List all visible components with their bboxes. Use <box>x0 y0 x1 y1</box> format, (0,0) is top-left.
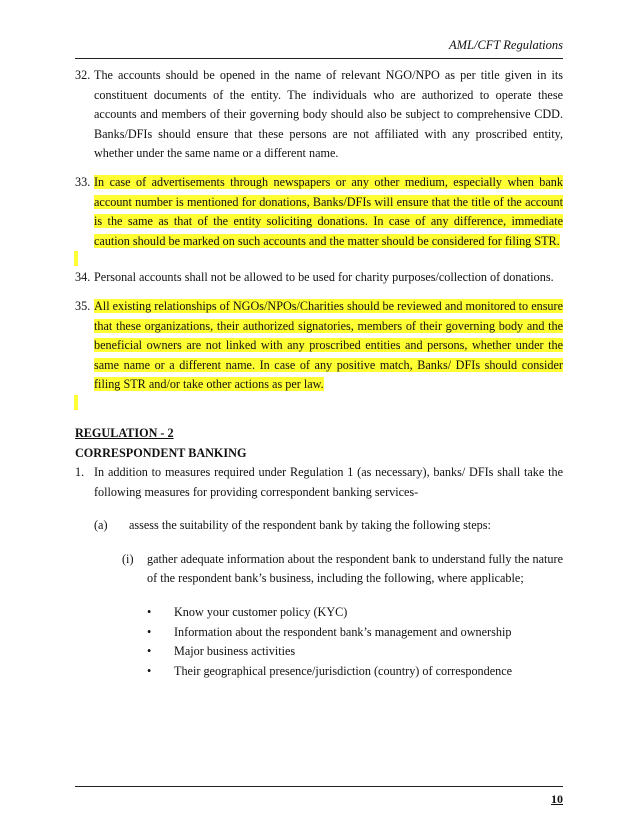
paragraph-34 <box>75 268 563 288</box>
sub-item-a <box>94 516 563 536</box>
paragraph-number: 32. <box>75 68 91 82</box>
regulation-title: REGULATION - 2 <box>75 425 174 440</box>
paragraph-text: The accounts should be opened in the name of relevant NGO/NPO as per title given in its constituent documents of the entity. The individuals who are authorized to operate these accounts and members of their governing body should also be subject to comprehensive CDD. Banks/DFIs should ensure that these persons are not affiliated with any proscribed entity, whether under the same name or a different name. <box>94 68 563 161</box>
highlighted-text: In case of advertisements through newspapers or any other medium, especially when bank account number is mentioned for donations, Banks/DFIs will ensure that the title of the account is the same as that of the entity soliciting donations. In case of any difference, immediate caution should be marked on such accounts and the matter should be considered for filing STR. <box>94 174 563 248</box>
header-title: AML/CFT Regulations <box>448 38 563 52</box>
highlight-marker <box>74 395 563 412</box>
bullet-list <box>147 603 563 681</box>
sub-item-i <box>122 550 563 589</box>
paragraph-number: 35. <box>75 298 91 313</box>
regulation-point-1 <box>75 463 563 502</box>
paragraph-32 <box>75 66 563 164</box>
highlighted-text: All existing relationships of NGOs/NPOs/Charities should be reviewed and monitored to ensure that these organizations, their authorized signatories, members of their governing body and the beneficial owners are not linked with any proscribed entities and persons, whether under the same name or a different name. In case of any positive match, Banks/ DFIs should consider filing STR and/or take other actions as per law. <box>94 298 563 392</box>
paragraph-number: 33. <box>75 174 91 189</box>
header-rule <box>75 58 563 59</box>
bullet-icon: • <box>147 605 152 620</box>
list-item-text: Information about the respondent bank’s management and ownership <box>174 624 512 639</box>
paragraph-text: Personal accounts shall not be allowed to be used for charity purposes/collection of donations. <box>94 270 554 285</box>
list-item <box>147 623 563 643</box>
point-number: 1. <box>75 465 85 480</box>
sub-item-label: (a) <box>94 518 108 533</box>
regulation-subtitle: CORRESPONDENT BANKING <box>75 445 247 460</box>
bullet-icon: • <box>147 624 152 639</box>
list-item <box>147 603 563 623</box>
point-text: In addition to measures required under Regulation 1 (as necessary), banks/ DFIs shall take the following measures for providing correspondent banking services- <box>94 465 563 499</box>
list-item-text: Their geographical presence/jurisdiction (country) of correspondence <box>174 663 513 678</box>
list-item-text: Major business activities <box>174 644 296 659</box>
list-item-text: Know your customer policy (KYC) <box>174 605 348 620</box>
list-item <box>147 662 563 682</box>
bullet-icon: • <box>147 644 152 659</box>
page-number: 10 <box>551 792 563 806</box>
sub-item-label: (i) <box>122 551 134 566</box>
list-item <box>147 642 563 662</box>
paragraph-number: 34. <box>75 270 91 285</box>
bullet-icon: • <box>147 663 152 678</box>
paragraph-33 <box>75 173 563 251</box>
paragraph-35 <box>75 297 563 395</box>
page-body <box>75 66 563 681</box>
highlight-marker <box>74 251 563 268</box>
footer-rule <box>75 786 563 787</box>
sub-item-text: assess the suitability of the respondent bank by taking the following steps: <box>129 518 491 533</box>
sub-item-text: gather adequate information about the respondent bank to understand fully the nature of the respondent bank’s business, including the following, where applicable; <box>147 551 563 586</box>
